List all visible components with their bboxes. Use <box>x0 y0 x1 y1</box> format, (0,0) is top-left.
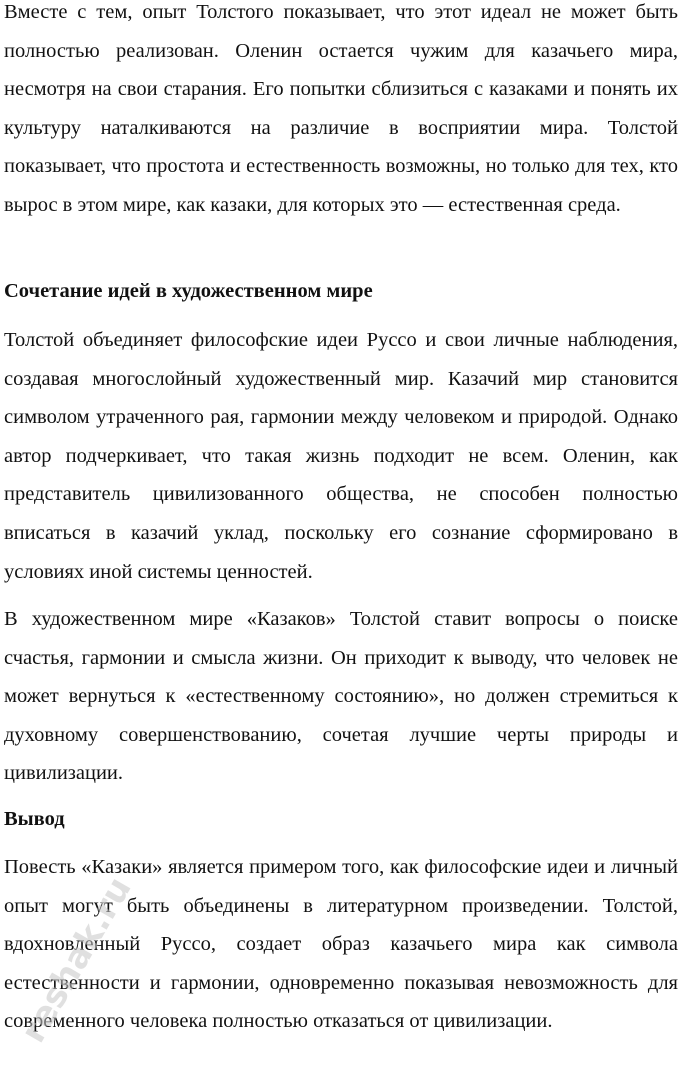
paragraph-ideal-not-realized: Вместе с тем, опыт Толстого показывает, что этот идеал не может быть полностью реализован. Оленин остается чужим для казачьего мира, несмотря на свои старания. Его попытки сблизиться с казаками и понять их культуру наталкиваются на различие в восприятии мира. Толстой показывает, что простота и естественность возможны, но только для тех, кто вырос в этом мире, как казаки, для которых это — естественная среда. <box>4 1 678 216</box>
section-heading-conclusion: Вывод <box>4 808 65 830</box>
paragraph-tolstoy-combines-ideas: Толстой объединяет философские идеи Руссо и свои личные наблюдения, создавая многослойный художественный мир. Казачий мир становится символом утраченного рая, гармонии между человеком и природой. Однако автор подчеркивает, что такая жизнь подходит не всем. Оленин, как представитель цивилизованного общества, не способен полностью вписаться в казачий уклад, поскольку его сознание сформировано в условиях иной системы ценностей. <box>4 329 678 583</box>
watermark-text: reshak.ru <box>13 870 140 1050</box>
paragraph-conclusion: Повесть «Казаки» является примером того, как философские идеи и личный опыт могут быть объединены в литературном произведении. Толстой, вдохновленный Руссо, создает образ казачьего мира как символа естественности и гармонии, одновременно показывая невозможность для современного человека полностью отказаться от цивилизации. <box>4 856 678 1033</box>
section-heading-combination-of-ideas: Сочетание идей в художественном мире <box>4 280 373 302</box>
paragraph-artistic-world-questions: В художественном мире «Казаков» Толстой ставит вопросы о поиске счастья, гармонии и смысла жизни. Он приходит к выводу, что человек не может вернуться к «естественному состоянию», но должен стремиться к духовному совершенствованию, сочетая лучшие черты природы и цивилизации. <box>4 608 678 785</box>
